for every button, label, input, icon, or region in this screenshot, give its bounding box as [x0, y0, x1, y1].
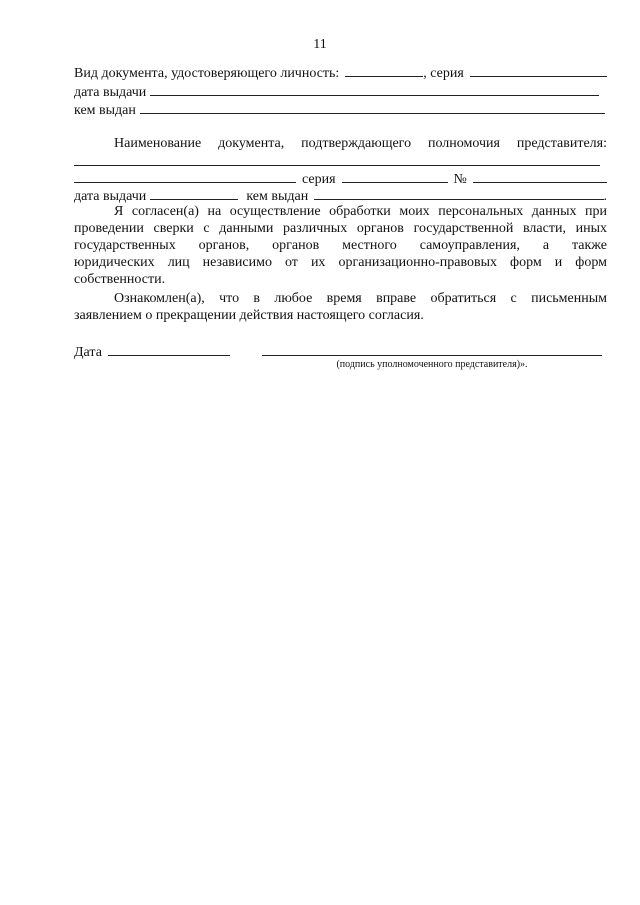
id-doc-date-line: [74, 81, 607, 100]
notice-line-2: заявлением о прекращении действия настоящего согласия.: [74, 308, 424, 323]
consent-line-2: проведении сверки с данными различных органов государственной власти, иных: [74, 221, 607, 236]
authority-doc-name-cont-blank[interactable]: [74, 168, 296, 183]
id-doc-series-blank[interactable]: [470, 62, 607, 77]
authority-doc-end-dot: .: [603, 189, 607, 204]
date-label: Дата: [74, 345, 102, 360]
authority-doc-issued-by-label: кем выдан: [246, 189, 309, 204]
authority-doc-series-blank[interactable]: [342, 168, 448, 183]
consent-line-3: государственных органов, органов местного самоуправления, а также: [74, 238, 607, 253]
authority-doc-issued-by-blank[interactable]: [314, 185, 603, 200]
id-doc-issued-by-blank[interactable]: [140, 99, 605, 114]
id-doc-type-blank[interactable]: [345, 62, 423, 77]
authority-doc-number-label: №: [453, 172, 467, 187]
signature-caption: (подпись уполномоченного представителя)».: [336, 359, 528, 370]
signature-blank[interactable]: [262, 341, 602, 356]
date-line: [74, 341, 244, 360]
consent-line-1: Я согласен(а) на осуществление обработки моих персональных данных при: [114, 204, 607, 219]
consent-line-5: собственности.: [74, 272, 166, 287]
id-doc-issuer-line: [74, 99, 607, 118]
authority-doc-issue-date-label: дата выдачи: [74, 189, 147, 204]
authority-doc-number-blank[interactable]: [473, 168, 607, 183]
id-doc-issue-date-label: дата выдачи: [74, 85, 147, 100]
id-doc-label: Вид документа, удостоверяющего личность:: [74, 66, 340, 81]
authority-doc-title: Наименование документа, подтверждающего полномочия представителя:: [114, 136, 607, 151]
id-doc-line: [74, 62, 607, 81]
id-doc-issued-by-label: кем выдан: [74, 103, 136, 118]
authority-doc-series-label: серия: [302, 172, 336, 187]
consent-line-4: юридических лиц независимо от их организационно-правовых форм и форм: [74, 255, 607, 270]
authority-doc-issue-date-blank[interactable]: [150, 185, 238, 200]
notice-line-1: Ознакомлен(а), что в любое время вправе обратиться с письменным: [114, 291, 607, 306]
date-blank[interactable]: [108, 341, 230, 356]
id-doc-issue-date-blank[interactable]: [150, 81, 599, 96]
page-number: 11: [313, 37, 327, 52]
id-doc-series-label: , серия: [423, 66, 464, 81]
authority-doc-name-blank[interactable]: [74, 151, 600, 166]
